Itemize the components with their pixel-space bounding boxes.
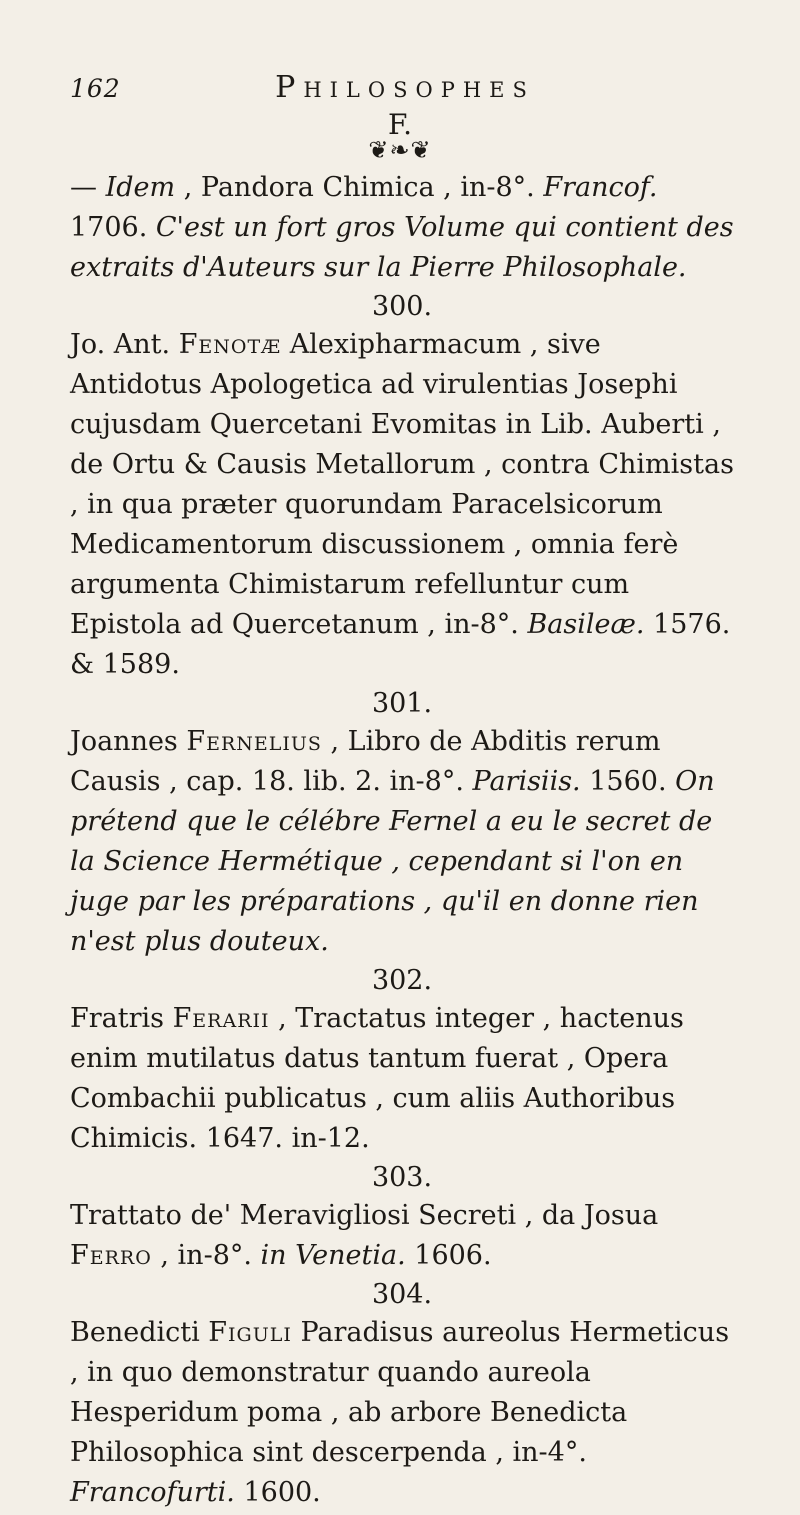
- entry-author: Ferro: [70, 1240, 152, 1271]
- entry-format: , in-8°.: [151, 1240, 261, 1271]
- ornament-icon: ❦❧❦: [368, 136, 432, 164]
- bibliography-entry: [70, 168, 734, 288]
- running-title: Philosophes: [275, 70, 535, 105]
- entry-title: Trattato de' Meravigliosi Secreti , da Josua: [70, 1200, 659, 1231]
- bibliography-entry: [70, 1161, 734, 1276]
- entry-year: 1606.: [405, 1240, 492, 1271]
- entry-place: in Venetia.: [260, 1240, 406, 1271]
- entry-prefix: Jo. Ant.: [70, 329, 179, 360]
- entry-text: [70, 325, 734, 685]
- entry-place: Basileæ.: [527, 609, 645, 640]
- entry-year: 1576. & 1589.: [70, 609, 731, 680]
- bibliography-entry: [70, 290, 734, 685]
- entry-number: 303.: [371, 1162, 433, 1193]
- entry-title: Alexipharmacum , sive Antidotus Apologetica ad virulentias Josephi cujusdam Quercetani Evomitas in Lib. Auberti , de Ortu & Causis Metallorum , contra Chimistas , in qua præter quorundam Paracelsicorum Medicamentorum discussionem , omnia ferè argumenta Chimistarum refelluntur cum Epistola ad Quercetanum , in-8°.: [70, 329, 734, 640]
- entry-place: Parisiis.: [472, 766, 581, 797]
- entry-dash: —: [70, 172, 106, 203]
- entry-title: , Pandora Chimica , in-8°.: [175, 172, 544, 203]
- bibliography-entry: [70, 1278, 734, 1513]
- entry-place: Francof.: [543, 172, 658, 203]
- entry-note: C'est un fort gros Volume qui contient des extraits d'Auteurs sur la Pierre Philosophale.: [70, 212, 734, 283]
- entry-year: 1560.: [580, 766, 676, 797]
- entry-text: [70, 999, 734, 1159]
- entry-author: Ferarii: [172, 1003, 270, 1034]
- entry-author: Fernelius: [186, 726, 322, 757]
- entry-prefix: Fratris: [70, 1003, 173, 1034]
- entry-place: Francofurti.: [70, 1477, 235, 1508]
- entry-prefix: Benedicti: [70, 1317, 209, 1348]
- entry-text: [70, 722, 734, 962]
- entry-year: 1600.: [234, 1477, 321, 1508]
- page-number: 162: [70, 74, 121, 103]
- section-letter: F.: [388, 108, 412, 141]
- page-header: [70, 70, 740, 108]
- entry-number: 301.: [371, 688, 433, 719]
- entry-text: [70, 168, 734, 288]
- entry-text: [70, 1196, 734, 1276]
- bibliography-entry: [70, 964, 734, 1159]
- entry-text: [70, 1313, 734, 1513]
- bibliography-entry: [70, 687, 734, 962]
- entry-number: 300.: [371, 291, 433, 322]
- entry-title: , Libro de Abditis rerum Causis , cap. 18. lib. 2. in-8°.: [70, 726, 661, 797]
- entry-number: 302.: [371, 965, 433, 996]
- entry-note: On prétend que le célébre Fernel a eu le secret de la Science Hermétique , cependant si l'on en juge par les préparations , qu'il en donne rien n'est plus douteux.: [70, 766, 715, 957]
- entries-list: [70, 168, 734, 1515]
- entry-title: , Tractatus integer , hactenus enim mutilatus datus tantum fuerat , Opera Combachii publicatus , cum aliis Authoribus Chimicis. 1647. in-12.: [70, 1003, 684, 1154]
- entry-year: 1706.: [70, 212, 156, 243]
- entry-number: 304.: [371, 1279, 433, 1310]
- entry-title: Paradisus aureolus Hermeticus , in quo demonstratur quando aureola Hesperidum poma , ab arbore Benedicta Philosophica sint descerpenda , in-4°.: [70, 1317, 730, 1468]
- entry-author: Figuli: [208, 1317, 292, 1348]
- entry-author: Idem: [105, 172, 176, 203]
- entry-author: Fenotæ: [178, 329, 282, 360]
- entry-prefix: Joannes: [70, 726, 187, 757]
